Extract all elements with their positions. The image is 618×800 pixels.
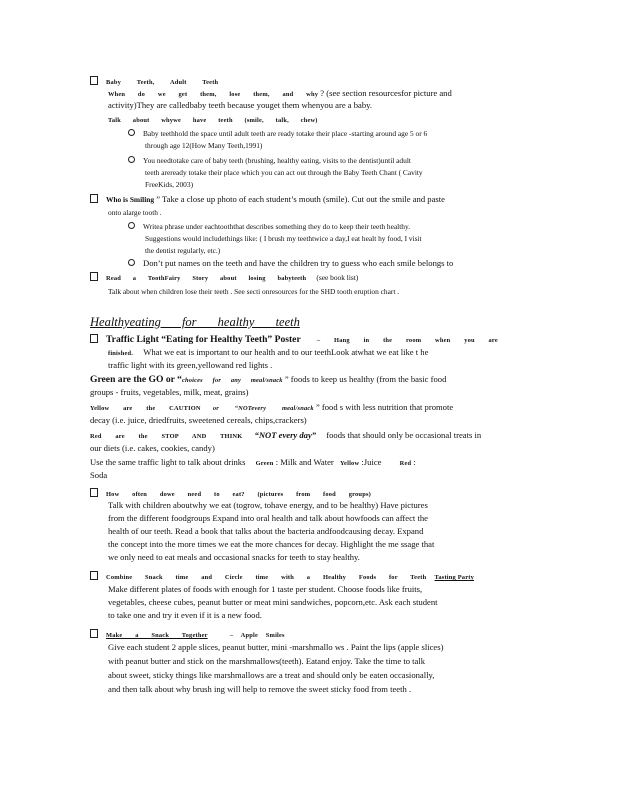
paragraph-line: finished. What we eat is important to our health and to our teethLook atwhat we eat like t he — [108, 347, 429, 357]
paragraph-line: our diets (i.e. cakes, cookies, candy) — [90, 443, 215, 453]
paragraph-line: Make different plates of foods with enough for 1 taste per student. Choose foods like fruits, — [108, 584, 423, 594]
paragraph-line: Soda — [90, 470, 108, 480]
section-heading: Healthyeating for healthy teeth — [90, 315, 300, 329]
item-heading: Baby Teeth, Adult Teeth — [106, 79, 219, 86]
yellow-line: Yellow are the CAUTION or “NOTevery meal/snack ” food s with less nutrition that promote — [90, 402, 454, 412]
paragraph-line: FreeKids, 2003) — [145, 180, 194, 189]
bullet-baby-teeth — [90, 76, 218, 88]
paragraph-line: to take one and try it even if it is a new food. — [108, 610, 262, 620]
paragraph-line: onto alarge tooth . — [108, 208, 162, 217]
sub-bullet: Baby teethhold the space until adult teeth are ready totake their place -starting around age 5 or 6 — [128, 128, 427, 139]
green-line: Green are the GO or “choices for any meal/snack ” foods to keep us healthy (from the basic food — [90, 374, 447, 385]
paragraph-line: decay (i.e. juice, driedfruits, sweetened cereals, chips,crackers) — [90, 415, 307, 425]
sub-bullet: Don’t put names on the teeth and have the children try to guess who each smile belongs to — [128, 258, 453, 269]
bullet-traffic-light: Traffic Light “Eating for Healthy Teeth” Poster – Hang in the room when you are — [90, 334, 498, 346]
paragraph-line: Give each student 2 apple slices, peanut butter, mini -marshmallo ws . Paint the lips (apple slices) — [108, 642, 444, 652]
paragraph-line: activity)They are calledbaby teeth because youget them whenyou are a baby. — [108, 100, 373, 110]
bullet-make-snack: Make a Snack Together – Apple Smiles — [90, 629, 285, 641]
paragraph-line: from the different foodgroups Expand into oral health and talk about howfoods can affect the — [108, 513, 428, 523]
paragraph-line: Talk about when children lose their teeth . See secti onresources for the SHD tooth eruption chart . — [108, 287, 400, 296]
circle-bullet-icon — [128, 259, 135, 266]
paragraph-line: traffic light with its green,yellowand red lights . — [108, 360, 273, 370]
paragraph-line: about sweet, sticky things like marshmallows are a treat and should only be eaten occasionally, — [108, 670, 435, 680]
checkbox-bullet-icon — [90, 194, 98, 203]
circle-bullet-icon — [128, 129, 135, 136]
paragraph-line: When do we get them, lose them, and why ? (see section resourcesfor picture and — [108, 88, 452, 98]
paragraph-line: teeth areready totake their place which you can act out through the Baby Teeth Chant ( Cavity — [145, 168, 423, 177]
paragraph-line: Talk about whywe have teeth (smile, talk, chew) — [108, 117, 318, 124]
red-line: Red are the STOP AND THINK “NOT every day” foods that should only be occasional treats in — [90, 430, 482, 440]
checkbox-bullet-icon — [90, 488, 98, 497]
paragraph-line: the dentist regularly, etc.) — [145, 246, 221, 255]
bullet-read-story: Read a ToothFairy Story about losing babyteeth (see book list) — [90, 272, 358, 284]
circle-bullet-icon — [128, 222, 135, 229]
sub-bullet: Writea phrase under eachtooththat describes something they do to keep their teeth healthy. — [128, 221, 410, 232]
paragraph-line: we only need to eat meals and occasional snacks for teeth to stay healthy. — [108, 552, 360, 562]
drinks-line: Use the same traffic light to talk about drinks Green : Milk and Water Yellow :Juice Red : — [90, 457, 416, 467]
bullet-how-often: How often dowe need to eat? (pictures from food groups) — [90, 488, 371, 500]
circle-bullet-icon — [128, 156, 135, 163]
paragraph-line: and then talk about why brush ing will help to remove the sweet sticky food from teeth . — [108, 684, 412, 694]
paragraph-line: vegetables, cheese cubes, peanut butter or meat mini sandwiches, popcorn,etc. Ask each student — [108, 597, 438, 607]
checkbox-bullet-icon — [90, 571, 98, 580]
paragraph-line: groups - fruits, vegetables, milk, meat, grains) — [90, 387, 249, 397]
checkbox-bullet-icon — [90, 76, 98, 85]
paragraph-line: through age 12(How Many Teeth,1991) — [145, 141, 263, 150]
paragraph-line: with peanut butter and stick on the marshmallows(teeth). Eatand enjoy. Take the time to talk — [108, 656, 426, 666]
paragraph-line: the concept into the more times we eat the more chances for decay. Highlight the me ssage that — [108, 539, 435, 549]
checkbox-bullet-icon — [90, 629, 98, 638]
checkbox-bullet-icon — [90, 334, 98, 343]
paragraph-line: Suggestions would includethings like: ( I brush my teethtwice a day,I eat healt hy food, I visit — [145, 234, 422, 243]
paragraph-line: Talk with children aboutwhy we eat (togrow, tohave energy, and to be healthy) Have pictures — [108, 500, 428, 510]
paragraph-line: health of our teeth. Read a book that talks about the bacteria andfoodcausing decay. Expand — [108, 526, 424, 536]
bullet-combine-snack: Combine Snack time and Circle time with a Healthy Foods for Teeth Tasting Party — [90, 571, 488, 583]
sub-bullet: You needtotake care of baby teeth (brushing, healthy eating, visits to the dentist)until adult — [128, 155, 411, 166]
bullet-who-is-smiling: Who is Smiling ” Take a close up photo of each student’s mouth (smile). Cut out the smile and paste — [90, 194, 445, 206]
checkbox-bullet-icon — [90, 272, 98, 281]
